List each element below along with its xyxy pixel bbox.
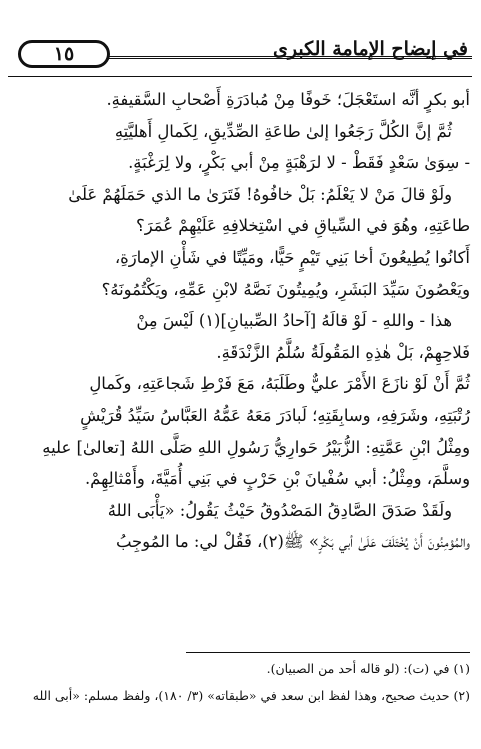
text-line: ولَوْ قالَ مَنْ لا يَعْلَمُ: بَلْ خافُوهُ! فَتَرَىٰ ما الذي حَمَلَهُمْ عَلَىٰ [68,184,452,204]
body-text [14,84,470,558]
text-line: رُتْبَتِهِ، وشَرَفِهِ، وسابِقَتِهِ؛ لَبادَرَ مَعَهُ عَمُّهُ العَبَّاسُ سَيِّدُ قُرَيْشٍ [80,405,470,425]
running-title: في إيضاح الإمامة الكبرى [273,38,468,60]
page-number: ١٥ [53,43,75,65]
text-line: - سِوَىٰ سَعْدٍ فَقَطْ - لا لرَهْبَةٍ مِنْ أبي بَكْرٍ، ولا لِرَغْبَةٍ. [128,153,470,173]
text-line: ويَعْصُونَ سَيِّدَ البَشَرِ، ويُمِيتُونَ نَصَّهُ لابْنِ عَمِّهِ، ويَكْتُمُونَهُ؟ [101,279,470,299]
text-line: فَلاحِهِمْ، بَلْ هٰذِهِ المَقُولَةُ سُلَّمُ الزَّنْدَقَةِ. [216,342,470,362]
text-line: ولَقَدْ صَدَقَ الصَّادِقُ المَصْدُوقُ حَيْثُ يَقُولُ: «يَأْبَى اللهُ [107,500,452,520]
text-line: وسلَّمَ، ومِثْلُ: أبي سُفْيانَ بْنِ حَرْبٍ في بَنِي أُمَيَّةَ، وأَمْثالِهِمْ. [84,469,470,489]
page-header [8,34,472,78]
text-line: هذا - واللهِ - لَوْ قالَهُ [آحادُ الصِّبيانِ](١) لَيْسَ مِنْ [136,311,452,331]
text-line: ثُمَّ إنَّ الكُلَّ رَجَعُوا إلىٰ طاعَةِ الصِّدِّيقِ، لِكَمالِ أَهليَّتِهِ [114,121,452,141]
text-line: أبو بكرٍ أنَّه استَعْجَلَ؛ خَوفًا مِنْ مُبادَرَةِ أَصْحابِ السَّقيفةِ. [106,90,470,109]
text-line: ومِثْلُ ابْنِ عَمَّتِهِ: الزُّبَيْرُ حَوارِيُّ رَسُولِ اللهِ صَلَّى اللهُ [تعالىٰ] عليهِ [42,437,470,457]
footnote: (١) في (ت): (لو قاله أحد من الصبيان). [266,661,470,676]
header-rule [8,76,472,77]
page-number-badge [18,40,110,68]
text-line: ثُمَّ أَنْ لَوْ نازَعَ الأَمْرَ عليٌّ وطَلَبَهُ، مَعَ فَرْطِ شَجاعَتِهِ، وكَمالِ [89,374,470,394]
footnotes [4,658,470,712]
text-line: والمُؤمِنُونَ أَنْ يُخْتَلَفَ عَلَىٰ أبي بَكْرٍ» ﷺ(٢)، فَقُلْ لي: ما المُوجِبُ [115,532,470,552]
text-line: طاعَتِهِ، وهُوَ في السِّياقِ في اسْتِخلافِهِ عَلَيْهِمْ عُمَرَ؟ [136,216,470,236]
text-line: أَكانُوا يُطِيعُونَ أخا بَنِي تَيْمٍ حَيًّا، ومَيِّتًا في شَأْنِ الإمارَةِ، [114,247,470,267]
footnote: (٢) حديث صحيح، وهذا لفظ ابن سعد في «طبقاته» (٣/ ١٨٠)، ولفظ مسلم: «أبى الله [32,688,470,703]
footnote-separator [186,652,470,653]
